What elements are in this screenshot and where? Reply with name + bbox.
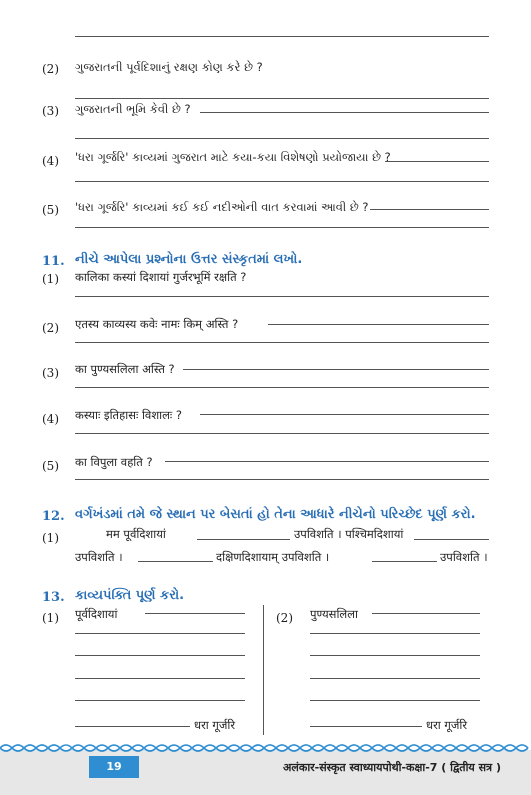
answer-line[interactable]	[268, 324, 489, 325]
answer-line[interactable]	[370, 209, 489, 210]
section-number: 12.	[42, 509, 65, 524]
question-number: (1)	[42, 611, 59, 625]
poem-start: पूर्वदिशायां	[75, 607, 118, 621]
section-title: વર્ગખંડમાં તમે જે સ્થાન પર બેસતાં હો તેના આધારે નીચેનો પરિચ્છેદ પૂર્ણ કરો.	[75, 507, 476, 522]
poem-line[interactable]	[310, 726, 422, 727]
page-number: 19	[89, 756, 139, 778]
poem-end: धरा गूर्जरि	[426, 718, 468, 732]
answer-line[interactable]	[183, 369, 489, 370]
answer-line[interactable]	[75, 433, 489, 434]
answer-line[interactable]	[385, 161, 489, 162]
book-title: अलंकार-संस्कृत स्वाध्यायपोथी-कक्षा-7 ( द्वितीय सत्र )	[283, 761, 501, 774]
answer-line[interactable]	[75, 227, 489, 228]
answer-line[interactable]	[165, 461, 489, 462]
answer-line[interactable]	[75, 36, 489, 37]
poem-line[interactable]	[75, 655, 245, 656]
poem-end: धरा गूर्जरि	[194, 718, 236, 732]
answer-line[interactable]	[75, 138, 489, 139]
footer-wave-decoration	[0, 742, 531, 754]
answer-line[interactable]	[75, 479, 489, 480]
poem-line[interactable]	[372, 613, 480, 614]
question-text: का पुण्यसलिला अस्ति ?	[75, 362, 175, 376]
poem-line[interactable]	[310, 678, 480, 679]
paragraph-text: दक्षिणदिशायाम् उपविशति ।	[216, 550, 330, 564]
poem-line[interactable]	[145, 613, 245, 614]
section-number: 11.	[42, 254, 65, 269]
question-number: (2)	[42, 321, 59, 335]
question-number: (5)	[42, 203, 59, 217]
blank-line[interactable]	[138, 561, 213, 562]
poem-line[interactable]	[310, 633, 480, 634]
answer-line[interactable]	[75, 181, 489, 182]
question-text: ગુજરાતની પૂર્વદિશાનું રક્ષણ કોણ કરે છે ?	[75, 60, 263, 74]
paragraph-text: उपविशति ।	[440, 550, 488, 564]
answer-line[interactable]	[75, 387, 489, 388]
answer-line[interactable]	[200, 414, 489, 415]
question-number: (4)	[42, 154, 59, 168]
section-title: નીચે આપેલા પ્રશ્નોના ઉત્તર સંસ્કૃતમાં લખો.	[75, 252, 303, 267]
blank-line[interactable]	[197, 539, 290, 540]
question-text: एतस्य काव्यस्य कवेः नामः किम् अस्ति ?	[75, 317, 239, 331]
question-number: (1)	[42, 272, 59, 286]
section-title: કાવ્યપંક્તિ પૂર્ણ કરો.	[75, 588, 185, 603]
poem-line[interactable]	[75, 633, 245, 634]
question-number: (2)	[276, 611, 293, 625]
question-text: 'ધરા ગૂર્જરિ' કાવ્યમાં કઈ કઈ નદીઓની વાત કરવામાં આવી છે ?	[75, 200, 369, 214]
answer-line[interactable]	[75, 296, 489, 297]
question-number: (5)	[42, 459, 59, 473]
paragraph-text: उपविशति । पश्चिमदिशायां	[294, 527, 404, 541]
question-number: (3)	[42, 366, 59, 380]
poem-line[interactable]	[75, 700, 245, 701]
paragraph-text: मम पूर्वदिशायां	[106, 527, 166, 541]
question-number: (2)	[42, 62, 59, 76]
answer-line[interactable]	[200, 112, 489, 113]
poem-line[interactable]	[310, 655, 480, 656]
answer-line[interactable]	[75, 342, 489, 343]
poem-line[interactable]	[75, 726, 190, 727]
blank-line[interactable]	[372, 561, 437, 562]
answer-line[interactable]	[75, 98, 489, 99]
paragraph-text: उपविशति ।	[75, 550, 123, 564]
blank-line[interactable]	[414, 539, 489, 540]
column-divider	[263, 605, 264, 735]
question-text: कस्याः इतिहासः विशालः ?	[75, 408, 182, 422]
question-number: (1)	[42, 531, 59, 545]
poem-line[interactable]	[310, 700, 480, 701]
question-number: (4)	[42, 412, 59, 426]
question-number: (3)	[42, 104, 59, 118]
question-text: कालिका कस्यां दिशायां गुर्जरभूमिं रक्षति ?	[75, 270, 247, 284]
poem-line[interactable]	[75, 678, 245, 679]
poem-start: पुण्यसलिला	[310, 607, 358, 621]
question-text: 'ધરા ગૂર્જરિ' કાવ્યમાં ગુજરાત માટે કયા-કયા વિશેષણો પ્રયોજાયા છે ?	[75, 150, 391, 164]
question-text: का विपुला वहति ?	[75, 455, 153, 469]
question-text: ગુજરાતની ભૂમિ કેવી છે ?	[75, 102, 191, 116]
section-number: 13.	[42, 590, 65, 605]
